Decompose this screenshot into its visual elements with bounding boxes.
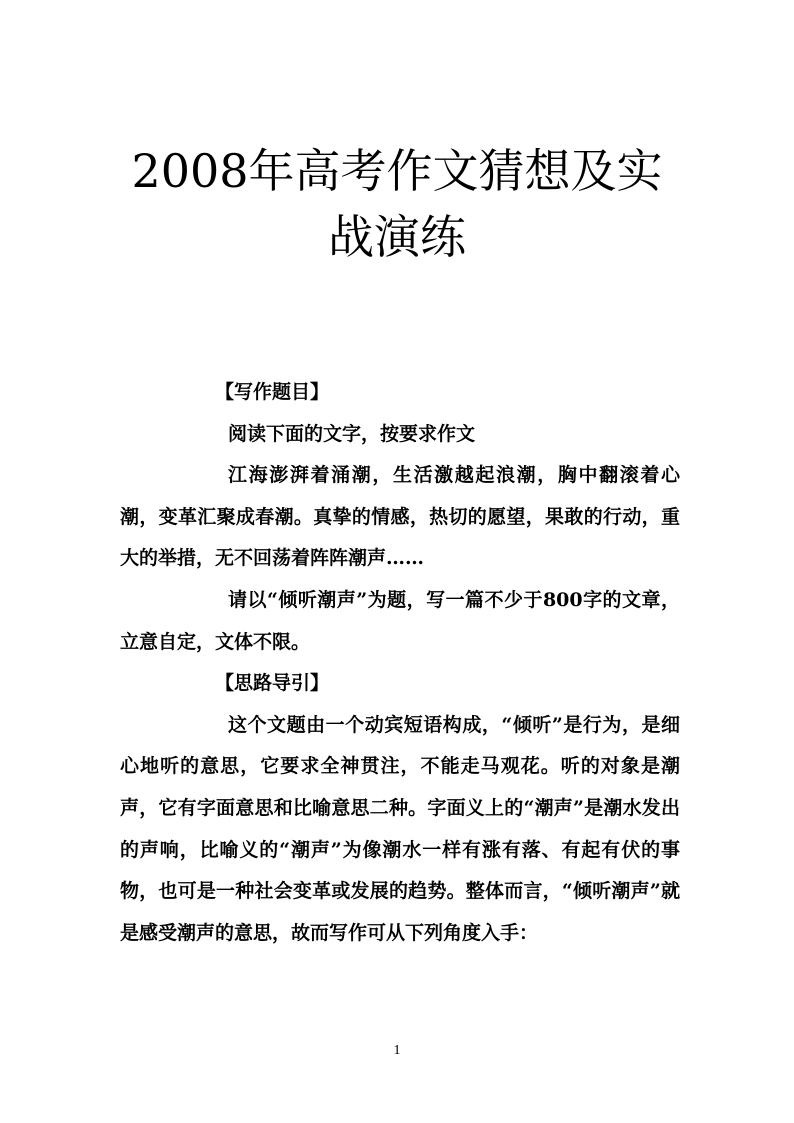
paragraph-analysis: 这个文题由一个动宾短语构成，“倾听”是行为，是细心地听的意思，它要求全神贯注，不能走马观花。听的对象是潮声，它有字面意思和比喻意思二种。字面义上的“潮声”是潮水发出的声响，比喻义的“潮声”为像潮水一样有涨有落、有起有伏的事物，也可是一种社会变革或发展的趋势。整体而言，“倾听潮声”就是感受潮声的意思，故而写作可从下列角度入手： bbox=[120, 713, 680, 944]
paragraph-prompt-text: 江海澎湃着涌潮，生活激越起浪潮，胸中翻滚着心潮，变革汇聚成春潮。真挚的情感，热切的愿望，果敢的行动，重大的举措，无不回荡着阵阵潮声…… bbox=[120, 464, 680, 570]
document-title-line-1: 2008年高考作文猜想及实 bbox=[131, 144, 663, 198]
document-title-line-2: 战演练 bbox=[328, 210, 466, 264]
page-number: 1 bbox=[393, 1043, 401, 1058]
document-body bbox=[120, 372, 680, 954]
paragraph-instruction: 阅读下面的文字，按要求作文 bbox=[228, 422, 476, 445]
section-heading-writing-topic: 【写作题目】 bbox=[215, 381, 330, 403]
paragraph-requirement: 请以“倾听潮声”为题，写一篇不少于800字的文章，立意自定，文体不限。 bbox=[120, 588, 680, 653]
section-heading-guidance: 【思路导引】 bbox=[215, 672, 330, 695]
